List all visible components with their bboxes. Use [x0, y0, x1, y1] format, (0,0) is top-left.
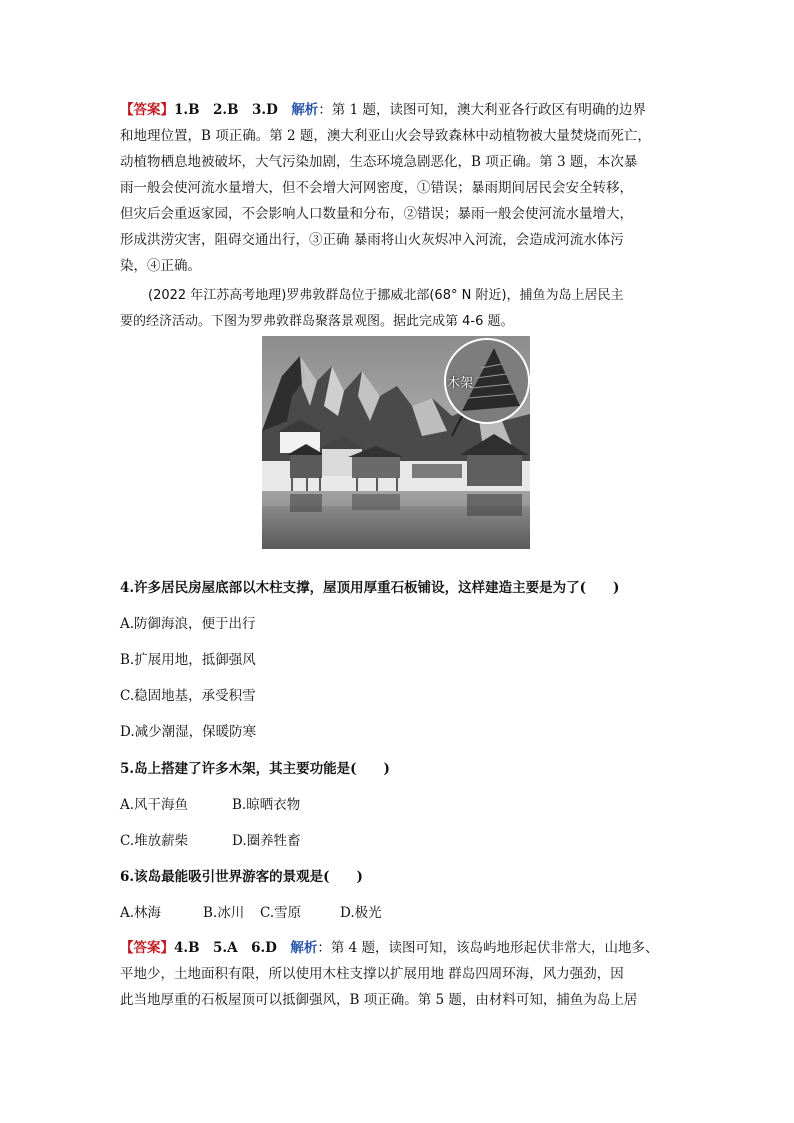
- answer-tag: 【答案】: [120, 102, 174, 118]
- drying-rack-callout-label: 木架: [447, 376, 474, 391]
- analysis2-label: 解析: [290, 940, 318, 956]
- question-4-option-d: D.减少潮湿，保暖防寒: [120, 724, 257, 740]
- question-5-option-a: A.风干海鱼: [120, 797, 189, 813]
- answer-block-1: [120, 97, 680, 279]
- answer-block-2: [120, 935, 680, 1013]
- question-6-options-row: [120, 901, 382, 921]
- answer-line-7: 染，④正确。: [120, 258, 201, 274]
- question-5-option-b: B.晾晒衣物: [232, 797, 301, 813]
- answer2-text: ：第 4 题，读图可知，该岛屿地形起伏非常大，山地多、: [317, 940, 659, 956]
- question-6-option-d: D.极光: [340, 905, 382, 921]
- intro-line-2: 要的经济活动。下图为罗弗敦群岛聚落景观图。据此完成第 4-6 题。: [120, 314, 514, 329]
- answer-numbers: 1.B 2.B 3.D: [174, 102, 278, 118]
- settlement-landscape-figure: [262, 336, 530, 549]
- answer-line-1: [120, 97, 680, 123]
- answer2-line-3: 此当地厚重的石板屋顶可以抵御强风，B 项正确。第 5 题，由材料可知，捕鱼为岛上居: [120, 992, 638, 1008]
- question-6-option-a: A.林海: [120, 905, 162, 921]
- question-6-option-c: C.雪原: [260, 905, 302, 921]
- question-4-option-c: C.稳固地基，承受积雪: [120, 688, 256, 704]
- question-4-option-b: B.扩展用地，抵御强风: [120, 652, 256, 668]
- answer-line-2: 和地理位置，B 项正确。第 2 题，澳大利亚山火会导致森林中动植物被大量焚烧而死亡，: [120, 128, 651, 144]
- question-4-stem: 4.许多居民房屋底部以木柱支撑，屋顶用厚重石板铺设，这样建造主要是为了( ): [120, 580, 620, 596]
- answer2-line-1: [120, 935, 680, 961]
- question-4-option-a: A.防御海浪，便于出行: [120, 616, 256, 632]
- intro-paragraph: [120, 283, 680, 335]
- answer-text: ：第 1 题，读图可知，澳大利亚各行政区有明确的边界: [318, 102, 646, 118]
- question-5-options-row-2: [120, 829, 301, 849]
- question-5-stem: 5.岛上搭建了许多木架，其主要功能是( ): [120, 761, 390, 777]
- question-5-option-c: C.堆放薪柴: [120, 833, 189, 849]
- answer2-tag: 【答案】: [120, 940, 174, 956]
- question-5-option-d: D.圈养牲畜: [232, 833, 301, 849]
- answer-line-5: 但灾后会重返家园，不会影响人口数量和分布，②错误；暴雨一般会使河流水量增大，: [120, 206, 633, 222]
- landscape-image: [262, 336, 530, 549]
- answer-line-3: 动植物栖息地被破坏，大气污染加剧，生态环境急剧恶化，B 项正确。第 3 题，本次暴: [120, 154, 638, 170]
- answer-line-4: 雨一般会使河流水量增大，但不会增大河网密度，①错误；暴雨期间居民会安全转移，: [120, 180, 633, 196]
- answer2-numbers: 4.B 5.A 6.D: [174, 940, 277, 956]
- answer-line-6: 形成洪涝灾害，阻碍交通出行，③正确 暴雨将山火灰烬冲入河流，会造成河流水体污: [120, 232, 624, 248]
- analysis-label: 解析: [291, 102, 319, 118]
- answer2-line-2: 平地少，土地面积有限，所以使用木柱支撑以扩展用地 群岛四周环海，风力强劲，因: [120, 966, 624, 982]
- question-5-options-row-1: [120, 793, 300, 813]
- question-6-stem: 6.该岛最能吸引世界游客的景观是( ): [120, 869, 363, 885]
- question-6-option-b: B.冰川: [203, 905, 245, 921]
- intro-line-1: (2022 年江苏高考地理)罗弗敦群岛位于挪威北部(68° N 附近)，捕鱼为岛上居民主: [148, 288, 624, 303]
